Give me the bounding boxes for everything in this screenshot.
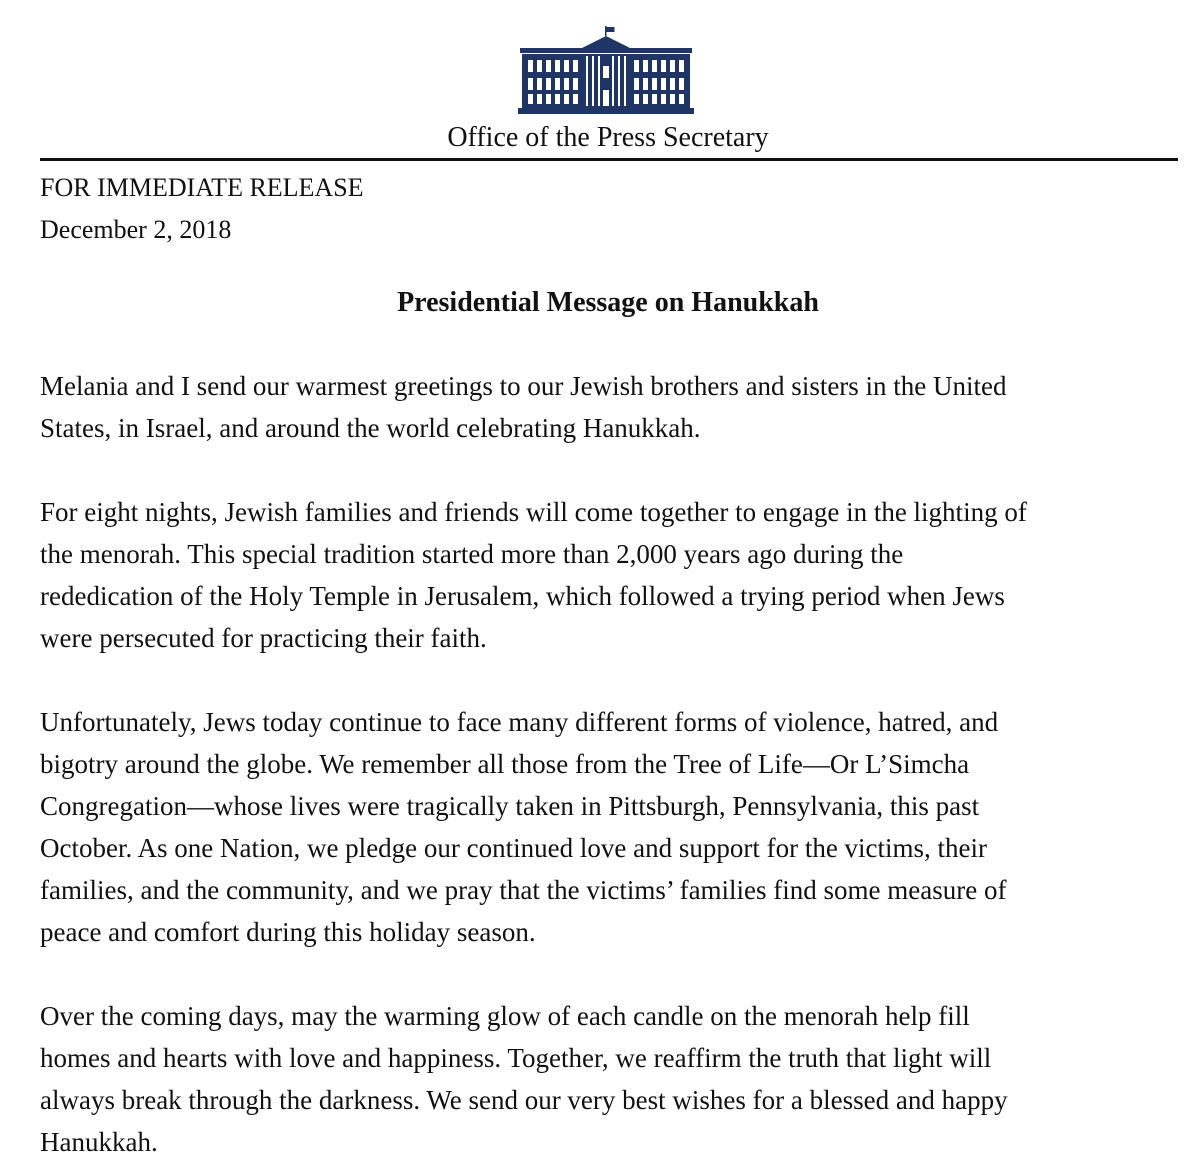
paragraph-line: October. As one Nation, we pledge our continued love and support for the victims, their	[40, 833, 988, 863]
document-title: Presidential Message on Hanukkah	[397, 287, 819, 318]
paragraph-tradition	[40, 491, 1190, 659]
paragraph-line: Unfortunately, Jews today continue to face many different forms of violence, hatred, and	[40, 707, 999, 737]
paragraph-line: peace and comfort during this holiday season.	[40, 917, 536, 947]
paragraph-line: Hanukkah.	[40, 1127, 158, 1157]
paragraph-line: Congregation—whose lives were tragically taken in Pittsburgh, Pennsylvania, this past	[40, 791, 980, 821]
release-label: FOR IMMEDIATE RELEASE	[40, 173, 364, 202]
paragraph-line: the menorah. This special tradition started more than 2,000 years ago during the	[40, 539, 904, 569]
paragraph-line: States, in Israel, and around the world celebrating Hanukkah.	[40, 413, 701, 443]
paragraph-line: families, and the community, and we pray that the victims’ families find some measure of	[40, 875, 1007, 905]
paragraph-wishes	[40, 995, 1190, 1163]
paragraph-remembrance	[40, 701, 1190, 953]
paragraph-line: rededication of the Holy Temple in Jerusalem, which followed a trying period when Jews	[40, 581, 1005, 611]
paragraph-line: were persecuted for practicing their faith.	[40, 623, 487, 653]
paragraph-greetings	[40, 365, 1190, 449]
office-of-press-secretary: Office of the Press Secretary	[447, 122, 769, 153]
paragraph-line: bigotry around the globe. We remember all those from the Tree of Life—Or L’Simcha	[40, 749, 970, 779]
paragraph-line: For eight nights, Jewish families and friends will come together to engage in the lighting of	[40, 497, 1027, 527]
paragraph-line: Over the coming days, may the warming glow of each candle on the menorah help fill	[40, 1001, 970, 1031]
white-house-logo	[518, 26, 694, 116]
paragraph-line: Melania and I send our warmest greetings to our Jewish brothers and sisters in the United	[40, 371, 1007, 401]
release-date: December 2, 2018	[40, 215, 232, 244]
paragraph-line: homes and hearts with love and happiness. Together, we reaffirm the truth that light will	[40, 1043, 992, 1073]
header-divider	[40, 158, 1178, 161]
paragraph-line: always break through the darkness. We send our very best wishes for a blessed and happy	[40, 1085, 1008, 1115]
